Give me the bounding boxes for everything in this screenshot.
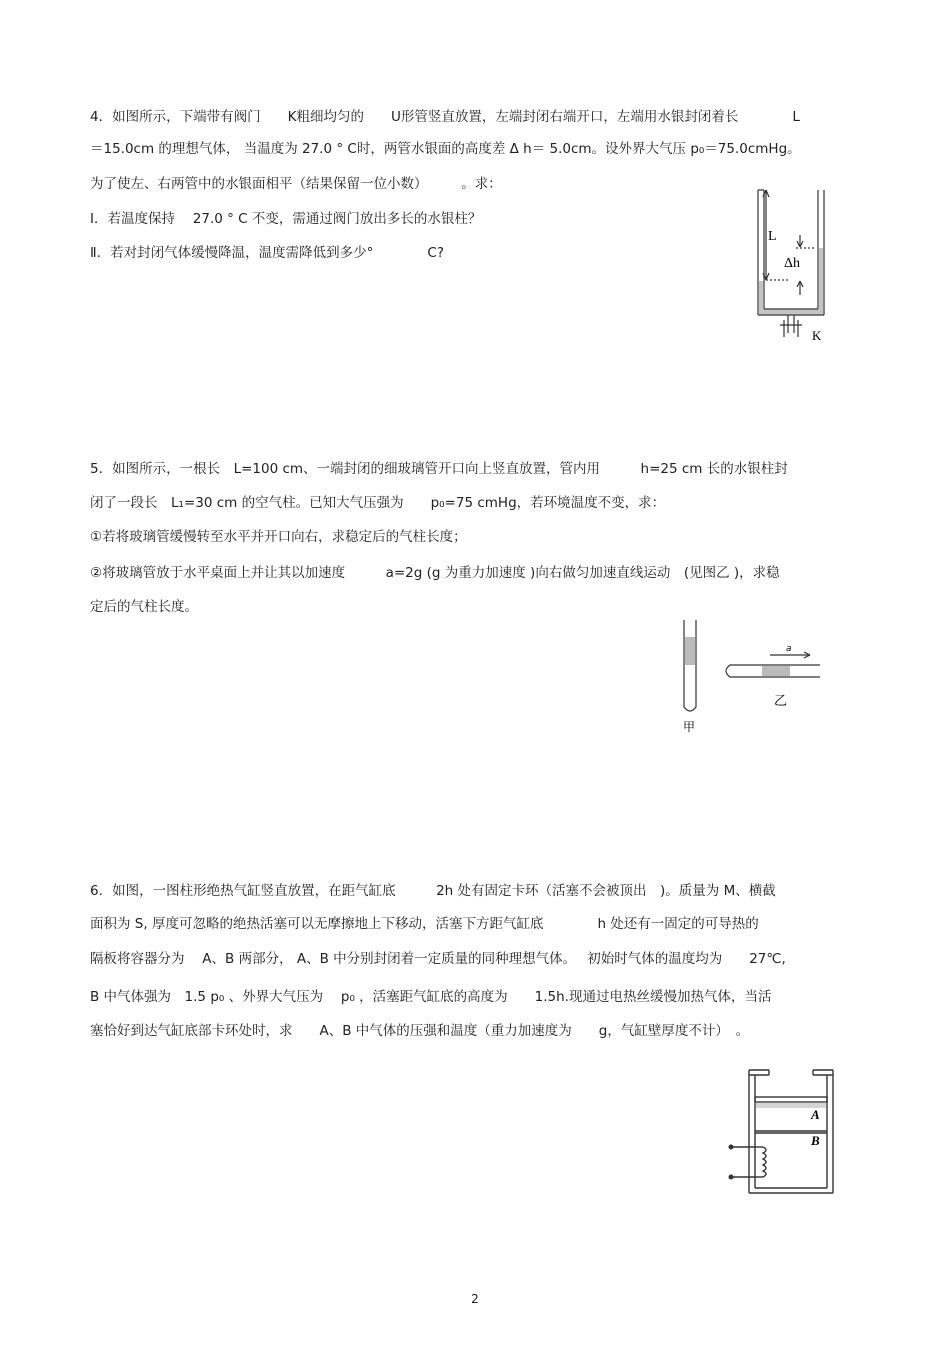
q4-line-5: Ⅱ．若对封闭气体缓慢降温，温度需降低到多少° C? (90, 245, 444, 261)
q5-line-2: 闭了一段长 L₁=30 cm 的空气柱。已知大气压强为 p₀=75 cmHg，若环境温度不变，求： (90, 495, 666, 511)
q6-line-2: 面积为 S, 厚度可忽略的绝热活塞可以无摩擦地上下移动，活塞下方距气缸底 h 处还有一固定的可导热的 (90, 916, 759, 932)
q4-line-3: 为了使左、右两管中的水银面相平（结果保留一位小数） 。求： (90, 176, 502, 192)
q6-line-5: 塞恰好到达气缸底部卡环处时，求 A、B 中气体的压强和温度（重力加速度为 g，气缸壁厚度不计） 。 (90, 1023, 750, 1039)
label-A: A (811, 1107, 820, 1122)
q5-line-1: 5．如图所示，一根长 L=100 cm、一端封闭的细玻璃管开口向上竖直放置，管内用 h=25 cm 长的水银柱封 (90, 461, 788, 477)
q6-line-3: 隔板将容器分为 A、B 两部分， A、B 中分别封闭着一定质量的同种理想气体。 初始时气体的温度均为 27℃, (90, 951, 786, 967)
u-tube-figure (750, 185, 840, 355)
label-yi: 乙 (774, 694, 788, 709)
q5-line-5: 定后的气柱长度。 (90, 599, 198, 615)
q5-line-4: ②将玻璃管放于水平桌面上并让其以加速度 a=2g (g 为重力加速度 )向右做匀加速直线运动 (见图乙 )，求稳 (90, 565, 780, 581)
label-L: L (768, 229, 777, 244)
label-jia: 甲 (683, 720, 696, 734)
q4-line-1: 4．如图所示，下端带有阀门 K粗细均匀的 U形管竖直放置，左端封闭右端开口，左端用水银封闭着长 L (90, 109, 800, 125)
label-B: B (811, 1133, 820, 1148)
q6-line-4: B 中气体强为 1.5 p₀ 、外界大气压为 p₀ ，活塞距气缸底的高度为 1.5h.现通过电热丝缓慢加热气体，当活 (90, 989, 772, 1005)
q4-line-4: Ⅰ．若温度保持 27.0 ° C 不变，需通过阀门放出多长的水银柱？ (90, 211, 482, 227)
label-a: a (786, 644, 792, 654)
glass-tube-figure (670, 615, 840, 740)
q4-line-2: ＝15.0cm 的理想气体， 当温度为 27.0 ° C时，两管水银面的高度差 Δ h＝ 5.0cm。设外界大气压 p₀＝75.0cmHg。 (90, 141, 801, 157)
page-number: 2 (471, 1292, 479, 1306)
q5-line-3: ①若将玻璃管缓慢转至水平并开口向右，求稳定后的气柱长度； (90, 529, 467, 545)
label-dh: Δh (784, 256, 801, 271)
cylinder-figure (725, 1065, 840, 1200)
label-K: K (812, 328, 822, 343)
q6-line-1: 6．如图，一图柱形绝热气缸竖直放置，在距气缸底 2h 处有固定卡环（活塞不会被顶出 )。质量为 M、横截 (90, 883, 776, 899)
